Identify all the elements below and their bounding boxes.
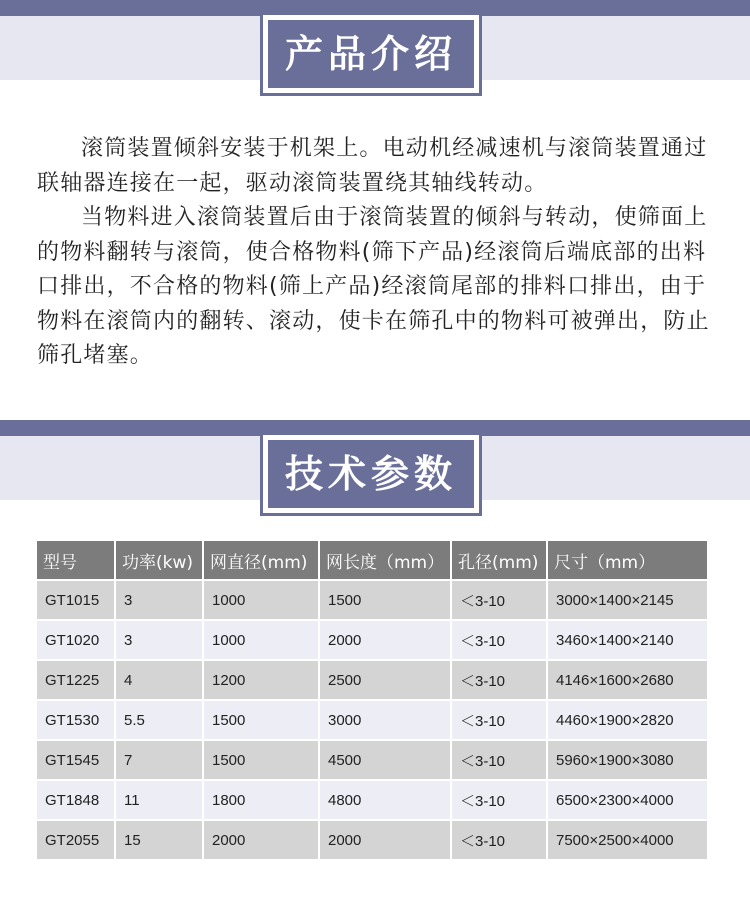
cell-power: 15 [115, 820, 203, 859]
header-screen-diameter: 网直径(mm) [203, 541, 319, 580]
table-row [37, 660, 707, 700]
cell-length: 1500 [319, 580, 451, 620]
table-row [37, 780, 707, 820]
cell-power: 3 [115, 580, 203, 620]
specs-title-box [260, 432, 482, 516]
cell-model: GT1530 [37, 700, 115, 740]
cell-aperture: ＜3-10 [451, 620, 547, 660]
cell-aperture: ＜3-10 [451, 740, 547, 780]
cell-length: 2500 [319, 660, 451, 700]
cell-power: 11 [115, 780, 203, 820]
intro-paragraph-2: 当物料进入滚筒装置后由于滚筒装置的倾斜与转动，使筛面上的物料翻转与滚筒，使合格物料(筛下产品)经滚筒后端底部的出料口排出，不合格的物料(筛上产品)经滚筒尾部的排料口排出，由于物料在滚筒内的翻转、滚动，使卡在筛孔中的物料可被弹出，防止筛孔堵塞。 [37, 205, 710, 368]
cell-dimensions: 7500×2500×4000 [547, 820, 707, 859]
cell-model: GT1545 [37, 740, 115, 780]
intro-paragraph-1: 滚筒装置倾斜安装于机架上。电动机经减速机与滚筒装置通过联轴器连接在一起，驱动滚筒装置绕其轴线转动。 [37, 136, 708, 196]
cell-diameter: 1000 [203, 620, 319, 660]
cell-diameter: 1200 [203, 660, 319, 700]
cell-length: 4500 [319, 740, 451, 780]
cell-dimensions: 5960×1900×3080 [547, 740, 707, 780]
header-dimensions: 尺寸（mm） [547, 541, 707, 580]
cell-length: 4800 [319, 780, 451, 820]
cell-model: GT1848 [37, 780, 115, 820]
cell-dimensions: 4460×1900×2820 [547, 700, 707, 740]
table-row [37, 620, 707, 660]
cell-model: GT1020 [37, 620, 115, 660]
cell-diameter: 1800 [203, 780, 319, 820]
intro-text [37, 132, 717, 374]
cell-model: GT2055 [37, 820, 115, 859]
intro-title: 产品介绍 [284, 32, 457, 76]
header-aperture: 孔径(mm) [451, 541, 547, 580]
table-row [37, 700, 707, 740]
cell-dimensions: 3000×1400×2145 [547, 580, 707, 620]
cell-length: 2000 [319, 820, 451, 859]
cell-diameter: 1000 [203, 580, 319, 620]
table-row [37, 820, 707, 859]
cell-model: GT1225 [37, 660, 115, 700]
cell-dimensions: 6500×2300×4000 [547, 780, 707, 820]
cell-power: 5.5 [115, 700, 203, 740]
cell-dimensions: 4146×1600×2680 [547, 660, 707, 700]
cell-length: 3000 [319, 700, 451, 740]
header-screen-length: 网长度（mm） [319, 541, 451, 580]
cell-model: GT1015 [37, 580, 115, 620]
table-row [37, 580, 707, 620]
cell-diameter: 1500 [203, 700, 319, 740]
spec-table [37, 541, 707, 859]
cell-aperture: ＜3-10 [451, 580, 547, 620]
cell-power: 7 [115, 740, 203, 780]
cell-diameter: 2000 [203, 820, 319, 859]
intro-title-box [260, 12, 482, 96]
header-power: 功率(kw) [115, 541, 203, 580]
cell-length: 2000 [319, 620, 451, 660]
header-model: 型号 [37, 541, 115, 580]
cell-aperture: ＜3-10 [451, 780, 547, 820]
cell-power: 3 [115, 620, 203, 660]
cell-aperture: ＜3-10 [451, 820, 547, 859]
table-header-row [37, 541, 707, 580]
table-row [37, 740, 707, 780]
specs-title: 技术参数 [284, 452, 457, 496]
cell-dimensions: 3460×1400×2140 [547, 620, 707, 660]
cell-aperture: ＜3-10 [451, 700, 547, 740]
cell-aperture: ＜3-10 [451, 660, 547, 700]
cell-power: 4 [115, 660, 203, 700]
cell-diameter: 1500 [203, 740, 319, 780]
